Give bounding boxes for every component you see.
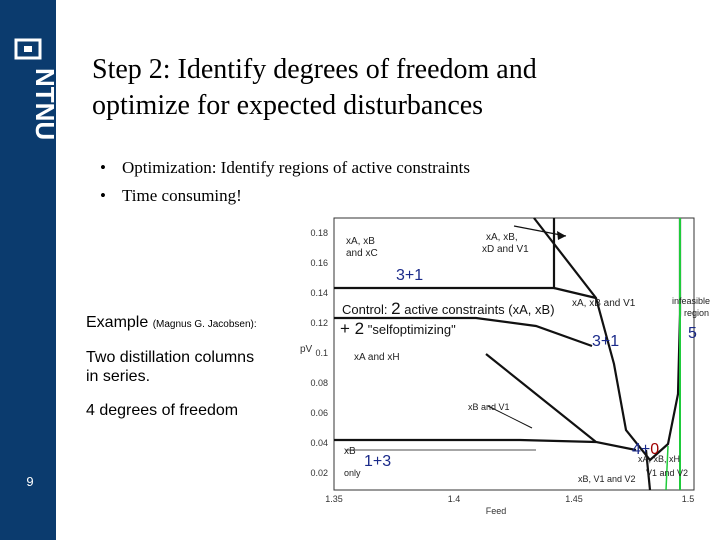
- region-label: xA, xB and V1: [572, 298, 636, 309]
- example-credit: (Magnus G. Jacobsen):: [152, 319, 257, 330]
- active-constraint-region-diagram: [296, 214, 720, 540]
- y-tick-labels: [310, 228, 328, 478]
- columns-text: Two distillation columns in series.: [86, 349, 255, 385]
- region-label: xA, xB,: [486, 232, 518, 243]
- region-label: xA, xB, xH: [638, 454, 681, 464]
- region-label: xB: [344, 446, 356, 457]
- ntnu-logo: [6, 36, 60, 176]
- bullet-item: • Optimization: Identify regions of active constraints: [100, 154, 470, 182]
- count-edge: 5: [688, 325, 697, 342]
- control-text: Control: 2 active constraints (xA, xB): [342, 299, 555, 318]
- y-tick: 0.02: [310, 468, 328, 478]
- count-lower-right: 4+0: [632, 441, 660, 458]
- region-label: xB and V1: [468, 402, 510, 412]
- y-tick: 0.16: [310, 258, 328, 268]
- region-label: xD and V1: [482, 244, 529, 255]
- region-label: infeasible: [672, 296, 711, 306]
- y-tick: 0.12: [310, 318, 328, 328]
- y-axis-label: pV: [300, 344, 313, 355]
- sidebar-band: [0, 0, 60, 540]
- logo-text: NTNU: [30, 68, 60, 141]
- bullet-item: • Time consuming!: [100, 182, 470, 210]
- count-bottom: 1+3: [364, 453, 392, 470]
- region-label: region: [684, 308, 710, 318]
- example-label: Example (Magnus G. Jacobsen):: [86, 314, 257, 331]
- y-tick: 0.08: [310, 378, 328, 388]
- region-label: xA and xH: [354, 352, 400, 363]
- region-label: only: [344, 468, 361, 478]
- region-label: and xC: [346, 248, 378, 259]
- page-number: 9: [26, 474, 34, 489]
- slide-title: [92, 52, 692, 124]
- self-optimizing-text: + 2 "selfoptimizing": [340, 319, 456, 338]
- x-axis-label: Feed: [485, 506, 507, 516]
- degrees-of-freedom-text: 4 degrees of freedom: [86, 402, 239, 419]
- y-tick: 0.06: [310, 408, 328, 418]
- y-tick: 0.18: [310, 228, 328, 238]
- title-line-2: optimize for expected disturbances: [92, 90, 484, 121]
- y-tick: 0.04: [310, 438, 328, 448]
- x-tick: 1.4: [447, 494, 461, 504]
- x-tick: 1.5: [681, 494, 695, 504]
- y-tick: 0.14: [310, 288, 328, 298]
- bullet-list: [100, 154, 470, 210]
- count-right: 3+1: [592, 333, 620, 350]
- y-tick: 0.1: [315, 348, 328, 358]
- title-line-1: Step 2: Identify degrees of freedom and: [92, 54, 537, 85]
- x-tick: 1.45: [565, 494, 583, 504]
- region-label: V1 and V2: [646, 468, 689, 478]
- region-label: xA, xB: [346, 236, 375, 247]
- x-tick-labels: [325, 494, 694, 504]
- x-tick: 1.35: [325, 494, 343, 504]
- region-label: xB, V1 and V2: [578, 474, 636, 484]
- count-top: 3+1: [396, 267, 424, 284]
